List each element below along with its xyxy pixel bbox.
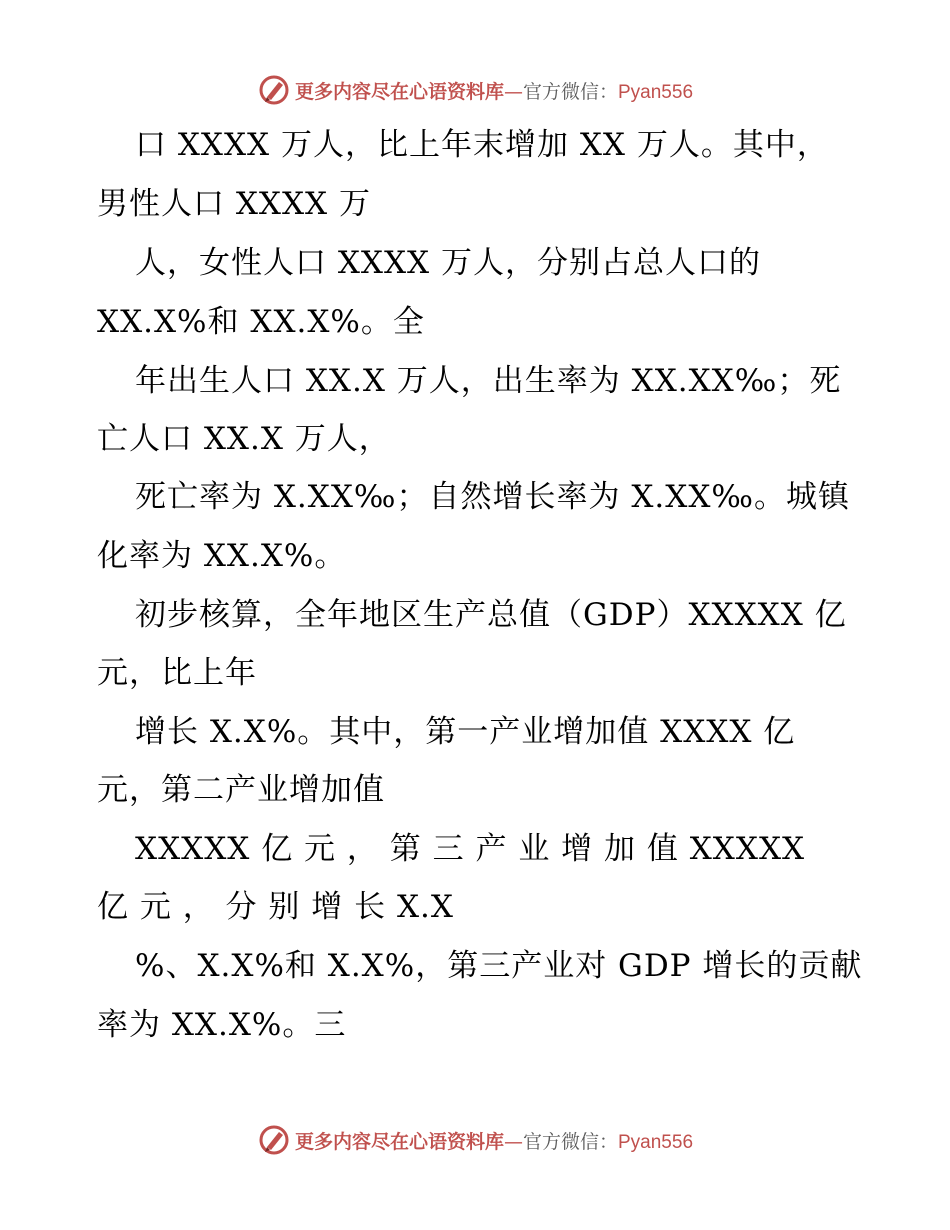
body-line-14: 亿 元 ， 分 别 增 长 X.X	[97, 889, 454, 925]
body-line-4: XX.X%和 XX.X%。全	[97, 304, 425, 340]
body-line-16: 率为 XX.X%。三	[97, 1007, 347, 1043]
body-line-10: 元，比上年	[97, 655, 257, 691]
footer-watermark	[0, 1120, 950, 1160]
body-line-3: 人，女性人口 XXXX 万人，分别占总人口的	[135, 245, 761, 281]
watermark-dash: —	[503, 1130, 523, 1153]
watermark-text	[295, 1127, 693, 1154]
body-line-6: 亡人口 XX.X 万人，	[97, 421, 391, 457]
body-line-7: 死亡率为 X.XX‰；自然增长率为 X.XX‰。城镇	[135, 479, 851, 515]
watermark-main: 更多内容尽在心语资料库	[294, 80, 504, 103]
watermark-id: Pyan556	[618, 1131, 694, 1153]
watermark-dash: —	[503, 80, 523, 103]
body-line-11: 增长 X.X%。其中，第一产业增加值 XXXX 亿	[135, 714, 796, 750]
pen-logo-icon	[257, 1123, 291, 1157]
body-line-12: 元，第二产业增加值	[97, 772, 385, 808]
body-line-5: 年出生人口 XX.X 万人，出生率为 XX.XX‰；死	[135, 363, 842, 399]
body-line-8: 化率为 XX.X%。	[97, 538, 347, 574]
body-line-9: 初步核算，全年地区生产总值（GDP）XXXXX 亿	[135, 597, 847, 633]
watermark-main: 更多内容尽在心语资料库	[294, 1130, 504, 1153]
watermark-label: 官方微信：	[522, 80, 618, 103]
watermark-label: 官方微信：	[522, 1130, 618, 1153]
body-line-13: XXXXX 亿 元 ， 第 三 产 业 增 加 值 XXXXX	[135, 831, 806, 867]
watermark-id: Pyan556	[618, 81, 694, 103]
body-line-1: 口 XXXX 万人，比上年末增加 XX 万人。其中，	[135, 127, 829, 163]
body-line-15: %、X.X%和 X.X%，第三产业对 GDP 增长的贡献	[135, 948, 863, 984]
body-line-2: 男性人口 XXXX 万	[97, 186, 371, 222]
